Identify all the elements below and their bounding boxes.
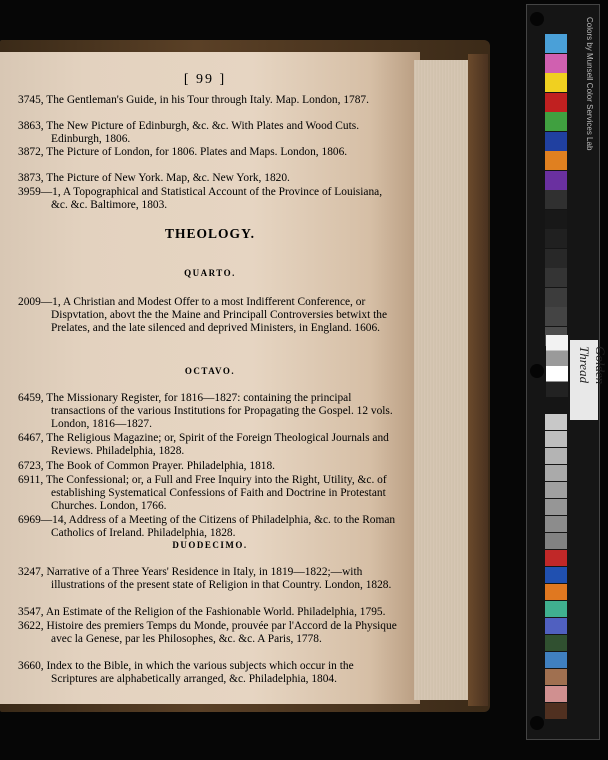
color-swatch — [545, 448, 567, 464]
color-swatch — [545, 516, 567, 532]
color-swatch — [545, 703, 567, 719]
catalogue-entry: 3247, Narrative of a Three Years' Residence in Italy, in 1819—1822;—with illustrations of the present state of Religion in that Country. London, 1828. — [18, 566, 392, 591]
page-number: [ 99 ] — [183, 72, 227, 87]
section-heading: THEOLOGY. — [165, 226, 255, 241]
catalogue-entry: 6911, The Confessional; or, a Full and Free Inquiry into the Right, Utility, &c. of establishing Systematical Confessions of Faith and Doctrine in Protestant Churches. London, 1766. — [18, 474, 387, 512]
color-swatch — [545, 499, 567, 515]
catalogue-entry: 6723, The Book of Common Prayer. Philadelphia, 1818. — [18, 460, 276, 472]
color-swatch — [545, 288, 567, 307]
catalogue-entry: 3863, The New Picture of Edinburgh, &c. &c. With Plates and Wood Cuts. Edinburgh, 1806. — [18, 120, 360, 145]
catalogue-entry: 6969—14, Address of a Meeting of the Citizens of Philadelphia, &c. to the Roman Catholics of Ireland. Philadelphia, 1828. — [18, 514, 396, 539]
quarto-label: QUARTO. — [184, 268, 236, 278]
color-swatch — [545, 550, 567, 566]
color-swatch — [545, 112, 567, 131]
color-swatch — [545, 249, 567, 268]
catalogue-entry: 3745, The Gentleman's Guide, in his Tour through Italy. Map. London, 1787. — [18, 94, 369, 106]
brand-label: Golden Thread — [577, 346, 608, 385]
color-swatch — [545, 190, 567, 209]
brand-panel — [570, 340, 608, 420]
octavo-label: OCTAVO. — [184, 366, 236, 376]
color-swatch — [545, 584, 567, 600]
book-spine-edge — [468, 54, 488, 706]
catalogue-entry: 6459, The Missionary Register, for 1816—1827: containing the principal transactions of the various Institutions for Propagating the Gospel. 12 vols. London, 1816—1827. — [18, 392, 393, 430]
color-swatch — [545, 93, 567, 112]
color-swatch — [545, 132, 567, 151]
catalogue-entry: 3873, The Picture of New York. Map, &c. New York, 1820. — [18, 172, 290, 184]
checker-hole-middle — [530, 364, 544, 378]
color-swatch — [545, 669, 567, 685]
checker-hole-bottom — [530, 716, 544, 730]
catalogue-entry: 3547, An Estimate of the Religion of the Fashionable World. Philadelphia, 1795. — [18, 606, 386, 618]
gray-target — [546, 335, 568, 397]
color-swatch — [545, 151, 567, 170]
color-swatch — [545, 229, 567, 248]
catalogue-entry: 3872, The Picture of London, for 1806. Plates and Maps. London, 1806. — [18, 146, 348, 158]
color-swatch — [545, 307, 567, 326]
checker-side-text: Colors by Munsell Color Services Lab — [585, 17, 594, 151]
page-edges — [414, 60, 471, 700]
catalogue-entry: 2009—1, A Christian and Modest Offer to a most Indifferent Conference, or Dispvtation, abovt the the Maine and Principall Controversies betwixt the Prelates, and the late silenced and deprived Ministers, in England. 1606. — [18, 296, 388, 334]
color-swatch — [545, 34, 567, 53]
color-swatch — [545, 171, 567, 190]
color-swatch — [545, 635, 567, 651]
color-swatch — [545, 533, 567, 549]
color-swatch — [545, 601, 567, 617]
color-swatch — [545, 482, 567, 498]
color-swatch — [545, 686, 567, 702]
catalogue-entry: 3959—1, A Topographical and Statistical Account of the Province of Louisiana, &c. &c. Baltimore, 1803. — [18, 186, 383, 211]
duodecimo-label: DUODECIMO. — [172, 540, 248, 550]
color-swatch — [545, 618, 567, 634]
checker-hole-top — [530, 12, 544, 26]
color-swatch — [545, 567, 567, 583]
color-swatch — [545, 414, 567, 430]
color-swatch — [545, 210, 567, 229]
catalogue-entry: 6467, The Religious Magazine; or, Spirit of the Foreign Theological Journals and Reviews. Philadelphia, 1828. — [18, 432, 389, 457]
color-swatch — [545, 652, 567, 668]
color-swatch — [545, 431, 567, 447]
color-swatch — [545, 465, 567, 481]
color-swatch — [545, 54, 567, 73]
color-swatch — [545, 73, 567, 92]
color-swatch — [545, 268, 567, 287]
catalogue-entry: 3660, Index to the Bible, in which the various subjects which occur in the Scriptures are alphabetically arranged, &c. Philadelphia, 1804. — [18, 660, 354, 685]
catalogue-entry: 3622, Histoire des premiers Temps du Monde, prouvée par l'Accord de la Physique avec la Genese, par les Philosophes, &c. &c. A Paris, 1778. — [18, 620, 397, 645]
